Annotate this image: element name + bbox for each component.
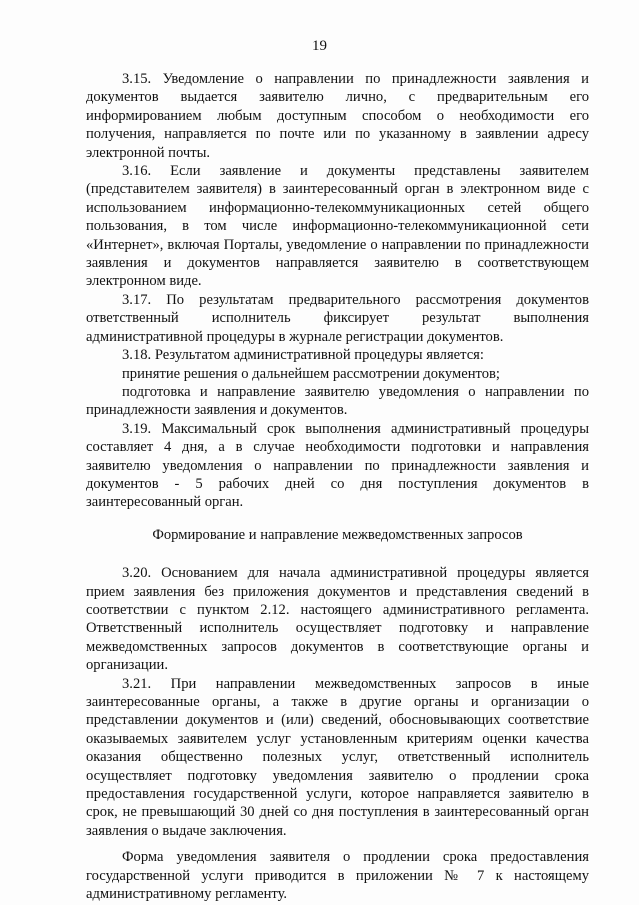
document-body bbox=[86, 70, 589, 903]
paragraph-3-16: 3.16. Если заявление и документы представлены заявителем (представителем заявителя) в заинтересованный орган в электронном виде с использованием информационно-телекоммуникационных сетей общего пользования, в том числе информационно-телекоммуникационной сети «Интернет», включая Порталы, уведомление о направлении по принадлежности заявления и документов направляется заявителю в соответствующем электронном виде. bbox=[86, 163, 589, 290]
paragraph-3-21: 3.21. При направлении межведомственных запросов в иные заинтересованные органы, а также в другие органы и организации о представлении документов и (или) сведений, обосновывающих соответствие оказываемых заявителем услуг установленным критериям оценки качества оказания общественно полезных услуг, ответственный исполнитель осуществляет подготовку уведомления заявителю о продлении срока предоставления государственной услуги, которое направляется заявителю в срок, не превышающий 30 дней со дня поступления в заинтересованный орган заявления о выдаче заключения. bbox=[86, 675, 589, 839]
paragraph-3-15: 3.15. Уведомление о направлении по принадлежности заявления и документов выдается заявителю лично, с предварительным его информированием любым доступным способом о необходимости его получения, направляется по почте или по указанному в заявлении адресу электронной почты. bbox=[86, 71, 589, 161]
paragraph-3-20: 3.20. Основанием для начала административной процедуры является прием заявления без приложения документов и представления сведений в соответствии с пунктом 2.12. настоящего административного регламента. Ответственный исполнитель осуществляет подготовку и направление межведомственных запросов документов в соответствующие органы и организации. bbox=[86, 565, 589, 674]
paragraph-3-18-item-1: принятие решения о дальнейшем рассмотрении документов; bbox=[122, 365, 500, 382]
paragraph-3-19: 3.19. Максимальный срок выполнения административный процедуры составляет 4 дня, а в случае необходимости подготовки и направления заявителю уведомления о направлении по принадлежности заявления и документов - 5 рабочих дней со дня поступления документов в заинтересованный орган. bbox=[86, 420, 589, 511]
paragraph-3-18: 3.18. Результатом административной процедуры является: bbox=[122, 347, 484, 364]
paragraph-notification-form: Форма уведомления заявителя о продлении срока предоставления государственной услуги приводится в приложении № 7 к настоящему административному регламенту. bbox=[86, 849, 589, 903]
paragraph-3-17: 3.17. По результатам предварительного рассмотрения документов ответственный исполнитель фиксирует результат выполнения административной процедуры в журнале регистрации документов. bbox=[86, 291, 589, 345]
paragraph-3-18-item-2: подготовка и направление заявителю уведомления о направлении по принадлежности заявления и документов. bbox=[86, 383, 589, 419]
page-number: 19 bbox=[312, 38, 327, 54]
section-heading: Формирование и направление межведомственных запросов bbox=[152, 526, 523, 543]
